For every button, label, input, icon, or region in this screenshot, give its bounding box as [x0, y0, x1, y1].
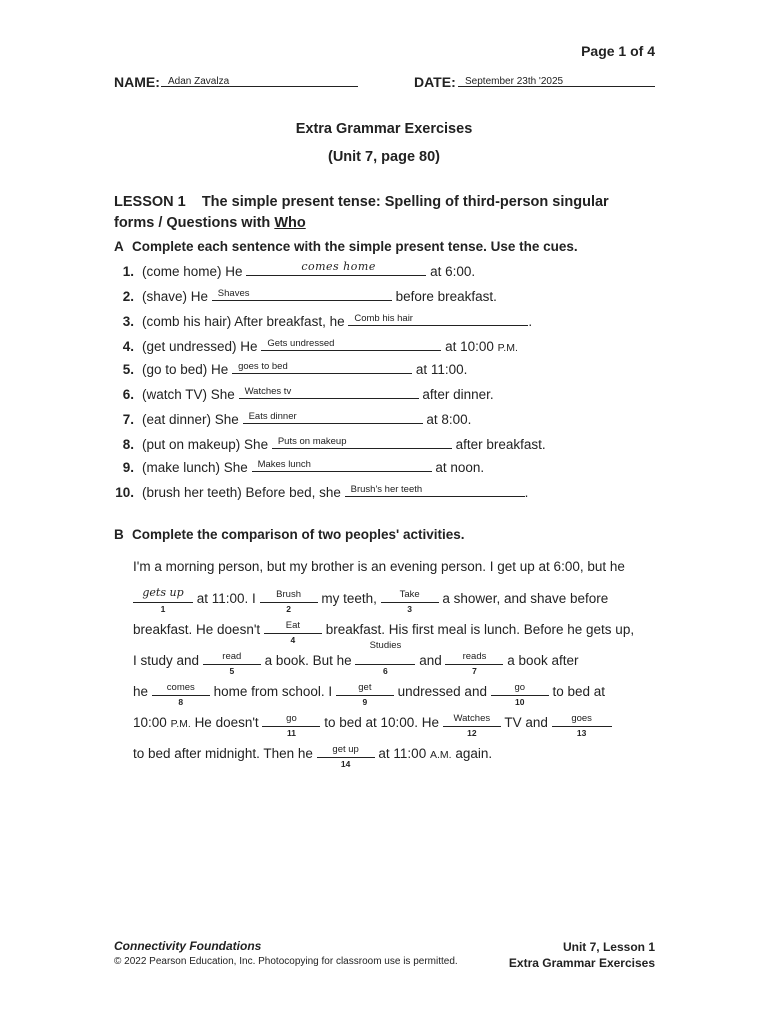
item-number: 9.: [122, 460, 134, 475]
item-cue: (shave) He: [142, 289, 209, 304]
exercise-a-item: [114, 458, 484, 476]
blank-answer: Take: [399, 589, 420, 600]
exercise-a-item: [114, 385, 494, 403]
answer-blank[interactable]: [272, 435, 452, 449]
blank-number: 2: [286, 604, 291, 614]
blank-number: 7: [472, 666, 477, 676]
item-tail: at noon.: [435, 460, 485, 475]
blank-answer: reads: [462, 651, 487, 662]
date-field[interactable]: [458, 73, 655, 87]
item-number: 2.: [122, 289, 134, 304]
passage-text: I study and: [133, 653, 200, 668]
item-tail: at 6:00.: [430, 264, 476, 279]
passage-text: he: [133, 684, 149, 699]
passage-blank[interactable]: [260, 589, 318, 614]
item-number: 8.: [122, 437, 134, 452]
passage-line: [133, 744, 493, 769]
section-a-text: Complete each sentence with the simple present tense. Use the cues.: [132, 239, 578, 254]
item-cue: (watch TV) She: [142, 387, 235, 402]
item-cue: (make lunch) She: [142, 460, 248, 475]
section-a-letter: A: [114, 239, 124, 254]
item-tail: at 10:00: [445, 339, 494, 354]
passage-line: [133, 586, 609, 614]
item-cue: (put on makeup) She: [142, 437, 269, 452]
item-cue: (comb his hair) After breakfast, he: [142, 314, 345, 329]
section-a-instruction: [114, 239, 578, 254]
blank-number: 3: [407, 604, 412, 614]
item-cue: (brush her teeth) Before bed, she: [142, 485, 341, 500]
blank-number: 9: [362, 697, 368, 707]
passage-blank[interactable]: [491, 682, 549, 707]
passage-blank[interactable]: [355, 640, 415, 676]
footer-copyright: © 2022 Pearson Education, Inc. Photocopying for classroom use is permitted.: [114, 956, 458, 967]
answer-text: Shaves: [217, 288, 250, 299]
blank-answer: goes: [571, 713, 592, 724]
answer-blank[interactable]: [345, 483, 525, 497]
blank-number: 14: [340, 759, 351, 769]
item-tail: before breakfast.: [395, 289, 497, 304]
page-subtitle: (Unit 7, page 80): [328, 149, 440, 165]
passage-text: at 11:00. I: [196, 591, 256, 606]
name-field[interactable]: [161, 73, 358, 87]
answer-text: Puts on makeup: [277, 436, 347, 447]
passage-line: [133, 713, 612, 738]
passage-text: to bed after midnight. Then he: [133, 746, 313, 761]
answer-blank[interactable]: [212, 287, 392, 301]
lesson-heading-who: Who: [274, 215, 306, 231]
blank-number: 6: [383, 666, 388, 676]
answer-blank[interactable]: [239, 385, 419, 399]
item-number: 4.: [122, 339, 134, 354]
passage-blank[interactable]: [203, 651, 261, 676]
passage-line: [133, 620, 635, 645]
passage-text: again.: [455, 746, 493, 761]
blank-answer: comes: [166, 682, 195, 693]
blank-answer: Watches: [453, 713, 491, 724]
section-b-letter: B: [114, 527, 124, 542]
blank-number: 5: [229, 666, 235, 676]
item-cue: (come home) He: [142, 264, 243, 279]
page-number: Page 1 of 4: [581, 43, 655, 59]
blank-answer: Brush: [276, 589, 301, 600]
footer-unit: Unit 7, Lesson 1: [562, 940, 655, 954]
footer-brand: Connectivity Foundations: [114, 939, 262, 953]
lesson-heading-text: LESSON 1 The simple present tense: Spelling of third-person singular forms / Questions with: [114, 194, 613, 231]
footer-right: [509, 939, 655, 971]
passage-text: He doesn't: [194, 715, 259, 730]
blank-answer: go: [286, 713, 297, 724]
time-suffix: P.M.: [170, 718, 191, 730]
passage-blank[interactable]: [264, 620, 322, 645]
passage-text: a book after: [507, 653, 579, 668]
page-title: Extra Grammar Exercises: [295, 121, 473, 137]
footer-subtitle: Extra Grammar Exercises: [508, 956, 655, 970]
item-number: 1.: [122, 264, 134, 279]
answer-text: Watches tv: [244, 386, 292, 397]
blank-number: 12: [467, 728, 477, 738]
exercise-a-item: [114, 410, 471, 428]
blank-number: 4: [290, 635, 296, 645]
passage-text: TV and: [504, 715, 548, 730]
exercise-a-item: [114, 483, 528, 501]
item-number: 6.: [122, 387, 134, 402]
blank-number: 13: [576, 728, 587, 738]
passage-text: undressed and: [397, 684, 487, 699]
exercise-a-item: [114, 287, 497, 305]
blank-answer: Eat: [285, 620, 301, 631]
item-cue: (eat dinner) She: [142, 412, 239, 427]
lesson-heading: [114, 192, 644, 234]
answer-text: Eats dinner: [248, 411, 297, 422]
blank-answer: gets up: [142, 586, 184, 599]
passage-blank[interactable]: [317, 744, 375, 769]
item-tail: at 11:00.: [415, 362, 468, 377]
item-cue: (get undressed) He: [142, 339, 258, 354]
exercise-a-item: [114, 337, 518, 355]
blank-number: 11: [286, 728, 296, 738]
blank-answer: get: [358, 682, 372, 693]
exercise-a-item: [114, 435, 546, 453]
passage-text: and: [419, 653, 442, 668]
passage-text: home from school. I: [213, 684, 333, 699]
passage-blank[interactable]: [262, 713, 320, 738]
date-label: DATE:: [414, 74, 456, 90]
passage-blank[interactable]: [381, 589, 439, 614]
item-number: 5.: [122, 362, 134, 377]
footer-left: [114, 939, 458, 967]
answer-text: comes home: [301, 260, 376, 273]
answer-blank[interactable]: [246, 262, 426, 276]
passage-blank[interactable]: [443, 713, 501, 738]
passage-line: I'm a morning person, but my brother is an evening person. I get up at 6:00, but he: [133, 559, 625, 574]
blank-number: 1: [160, 604, 166, 614]
blank-number: 10: [515, 697, 525, 707]
passage-blank[interactable]: [552, 713, 612, 738]
passage-blank[interactable]: [445, 651, 503, 676]
passage-text: to bed at 10:00. He: [324, 715, 440, 730]
answer-blank[interactable]: [243, 410, 423, 424]
item-tail: after breakfast.: [455, 437, 546, 452]
answer-blank[interactable]: [261, 337, 441, 351]
answer-text: Makes lunch: [257, 459, 311, 470]
date-value: September 23th '2025: [465, 76, 564, 87]
passage-text: to bed at: [552, 684, 606, 699]
name-label: NAME:: [114, 74, 160, 90]
blank-answer: read: [222, 651, 242, 662]
passage-blank[interactable]: [336, 682, 394, 707]
item-number: 3.: [122, 314, 134, 329]
exercise-a-item: [114, 312, 532, 330]
passage-text: a book. But he: [264, 653, 352, 668]
item-tail: .: [528, 314, 533, 329]
passage-blank[interactable]: [152, 682, 210, 707]
passage-blank[interactable]: [133, 586, 193, 614]
passage-text: a shower, and shave before: [442, 591, 609, 606]
name-value: Adan Zavalza: [168, 76, 230, 87]
item-number: 10.: [115, 485, 134, 500]
passage-text: breakfast. His first meal is lunch. Before he gets up,: [325, 622, 635, 637]
blank-number: 8: [178, 697, 184, 707]
answer-text: Gets undressed: [267, 338, 335, 349]
answer-blank[interactable]: [252, 458, 432, 472]
answer-text: Comb his hair: [354, 313, 413, 324]
item-time-suffix: P.M.: [497, 342, 518, 354]
answer-blank[interactable]: [232, 360, 412, 374]
blank-answer: Studies: [369, 640, 402, 651]
passage-text: at 11:00: [378, 746, 427, 761]
blank-answer: go: [514, 682, 526, 693]
item-cue: (go to bed) He: [142, 362, 229, 377]
answer-text: goes to bed: [238, 361, 288, 372]
time-suffix: A.M.: [429, 749, 452, 761]
blank-answer: get up: [332, 744, 359, 755]
item-tail: after dinner.: [422, 387, 494, 402]
answer-blank[interactable]: [348, 312, 528, 326]
item-tail: at 8:00.: [426, 412, 472, 427]
exercise-a-item: [114, 262, 475, 280]
section-b-instruction: [114, 527, 465, 542]
passage-text: breakfast. He doesn't: [133, 622, 261, 637]
passage-text: my teeth,: [321, 591, 377, 606]
item-tail: .: [524, 485, 529, 500]
passage-line: [133, 640, 579, 676]
passage-line: [133, 682, 606, 707]
answer-text: Brush's her teeth: [350, 484, 423, 495]
section-b-text: Complete the comparison of two peoples' activities.: [132, 527, 465, 542]
passage-text: 10:00: [133, 715, 167, 730]
item-number: 7.: [122, 412, 134, 427]
exercise-a-item: [114, 360, 467, 378]
